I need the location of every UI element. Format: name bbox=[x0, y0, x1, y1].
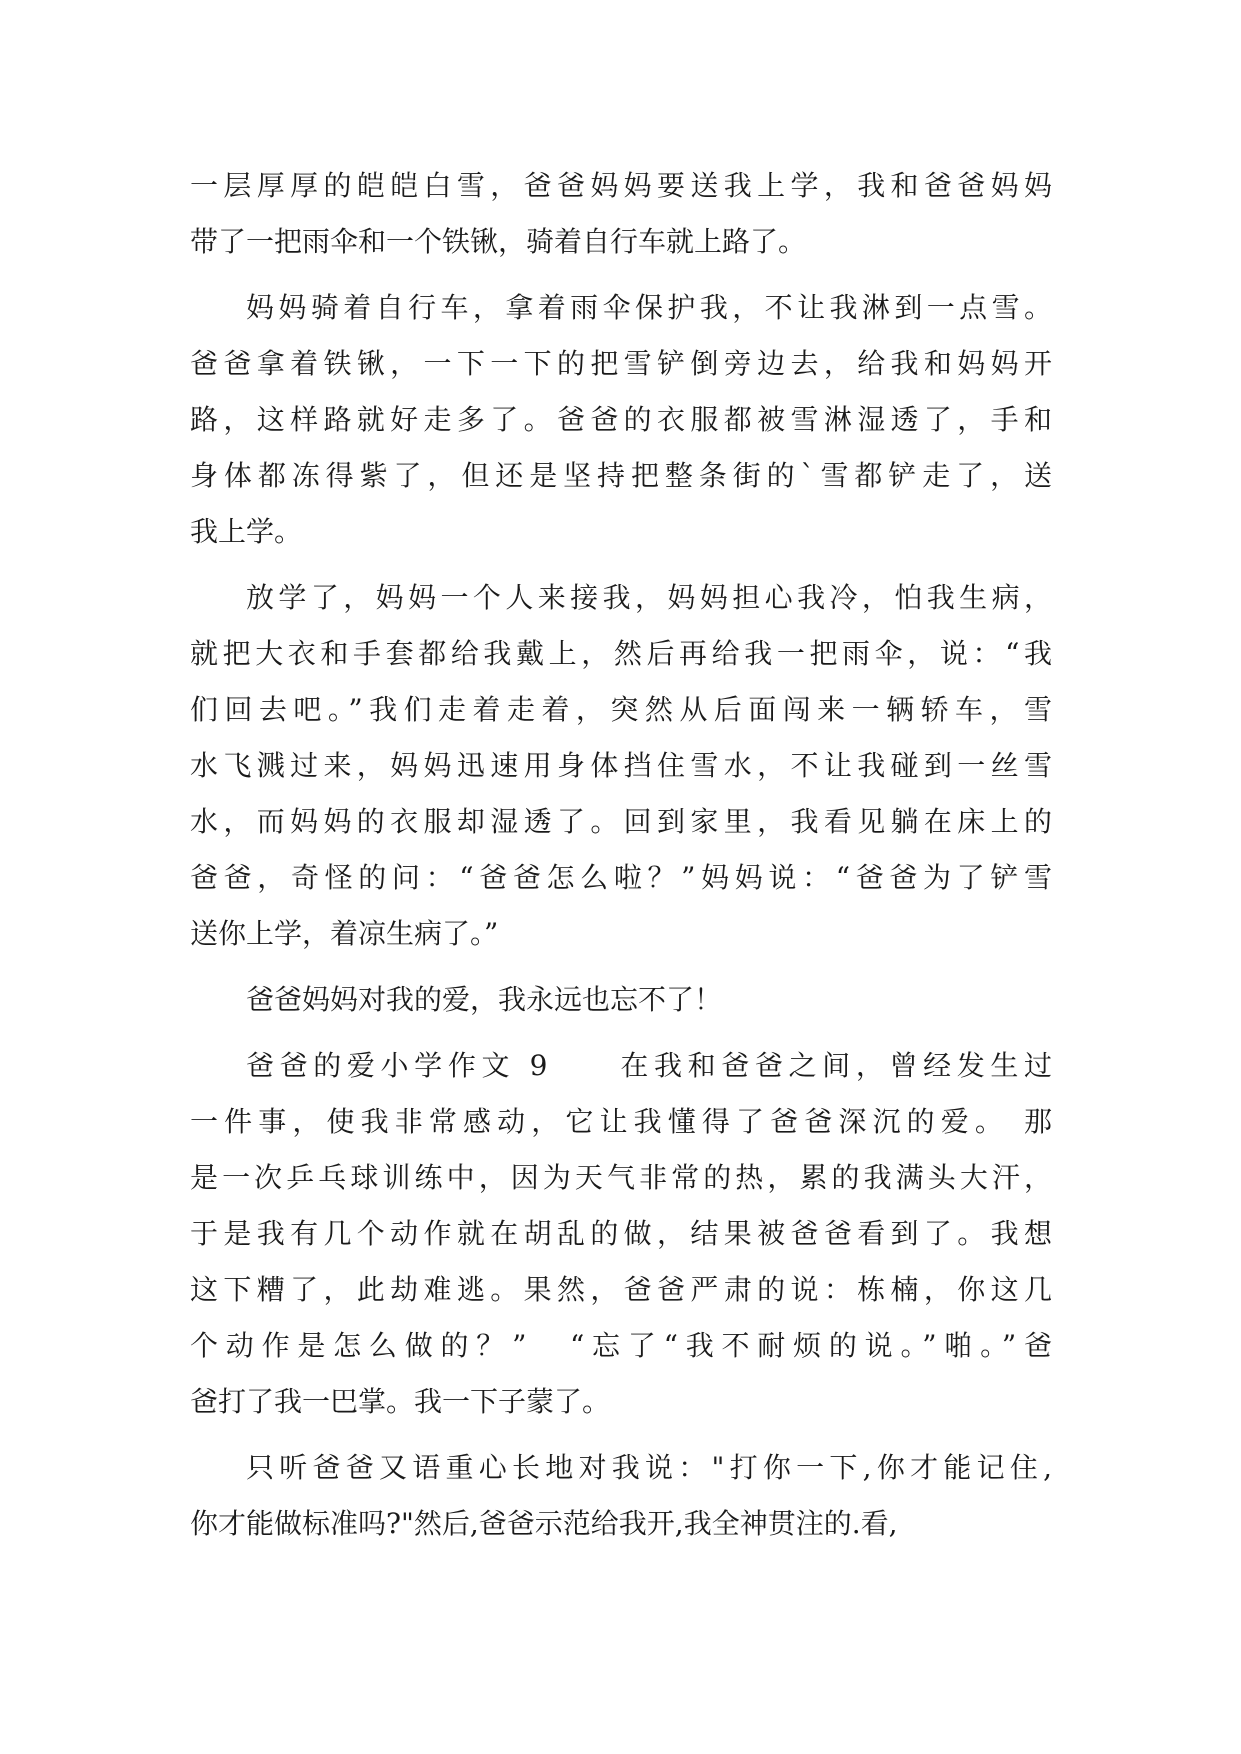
paragraph-gap bbox=[190, 560, 1052, 570]
text-line: 于是我有几个动作就在胡乱的做，结果被爸爸看到了。我想 bbox=[190, 1217, 1052, 1250]
text-line: 送你上学，着凉生病了。” bbox=[190, 917, 499, 950]
text-line: 爸爸妈妈对我的爱，我永远也忘不了！ bbox=[246, 983, 723, 1016]
text-line: 你才能做标准吗?"然后,爸爸示范给我开,我全神贯注的.看, bbox=[190, 1507, 898, 1540]
text-line: 爸打了我一巴掌。我一下子蒙了。 bbox=[190, 1385, 611, 1418]
text-line: 只听爸爸又语重心长地对我说："打你一下,你才能记住, bbox=[246, 1451, 1052, 1484]
paragraph bbox=[190, 1038, 1052, 1430]
text-line: 就把大衣和手套都给我戴上，然后再给我一把雨伞，说：“我 bbox=[190, 637, 1052, 670]
text-line: 是一次乒乓球训练中，因为天气非常的热，累的我满头大汗， bbox=[190, 1161, 1052, 1194]
paragraph-gap bbox=[190, 1028, 1052, 1038]
text-line: 水飞溅过来，妈妈迅速用身体挡住雪水，不让我碰到一丝雪 bbox=[190, 749, 1052, 782]
paragraph bbox=[190, 1440, 1052, 1552]
text-line: 一件事，使我非常感动，它让我懂得了爸爸深沉的爱。 那 bbox=[190, 1105, 1052, 1138]
text-line: 带了一把雨伞和一个铁锹，骑着自行车就上路了。 bbox=[190, 225, 807, 258]
text-line: 水，而妈妈的衣服却湿透了。回到家里，我看见躺在床上的 bbox=[190, 805, 1052, 838]
text-line: 爸爸拿着铁锹，一下一下的把雪铲倒旁边去，给我和妈妈开 bbox=[190, 347, 1052, 380]
paragraph-gap bbox=[190, 962, 1052, 972]
paragraph bbox=[190, 570, 1052, 962]
text-line: 们回去吧。”我们走着走着，突然从后面闯来一辆轿车，雪 bbox=[190, 693, 1052, 726]
text-line: 妈妈骑着自行车，拿着雨伞保护我，不让我淋到一点雪。 bbox=[246, 291, 1052, 324]
document-body bbox=[190, 158, 1052, 1552]
text-line: 爸爸，奇怪的问：“爸爸怎么啦？”妈妈说：“爸爸为了铲雪 bbox=[190, 861, 1052, 894]
text-line: 这下糟了，此劫难逃。果然，爸爸严肃的说：栋楠，你这几 bbox=[190, 1273, 1052, 1306]
text-line: 放学了，妈妈一个人来接我，妈妈担心我冷，怕我生病， bbox=[246, 581, 1052, 614]
text-line: 爸爸的爱小学作文 9 在我和爸爸之间，曾经发生过 bbox=[246, 1049, 1052, 1082]
paragraph-gap bbox=[190, 270, 1052, 280]
paragraph bbox=[190, 158, 1052, 270]
text-line: 路，这样路就好走多了。爸爸的衣服都被雪淋湿透了，手和 bbox=[190, 403, 1052, 436]
paragraph-gap bbox=[190, 1430, 1052, 1440]
text-line: 个动作是怎么做的？” “忘了“我不耐烦的说。”啪。”爸 bbox=[190, 1329, 1052, 1362]
text-line: 身体都冻得紫了，但还是坚持把整条街的`雪都铲走了，送 bbox=[190, 459, 1052, 492]
paragraph bbox=[190, 280, 1052, 560]
text-line: 一层厚厚的皑皑白雪，爸爸妈妈要送我上学，我和爸爸妈妈 bbox=[190, 169, 1052, 202]
paragraph bbox=[190, 972, 1052, 1028]
text-line: 我上学。 bbox=[190, 515, 303, 548]
